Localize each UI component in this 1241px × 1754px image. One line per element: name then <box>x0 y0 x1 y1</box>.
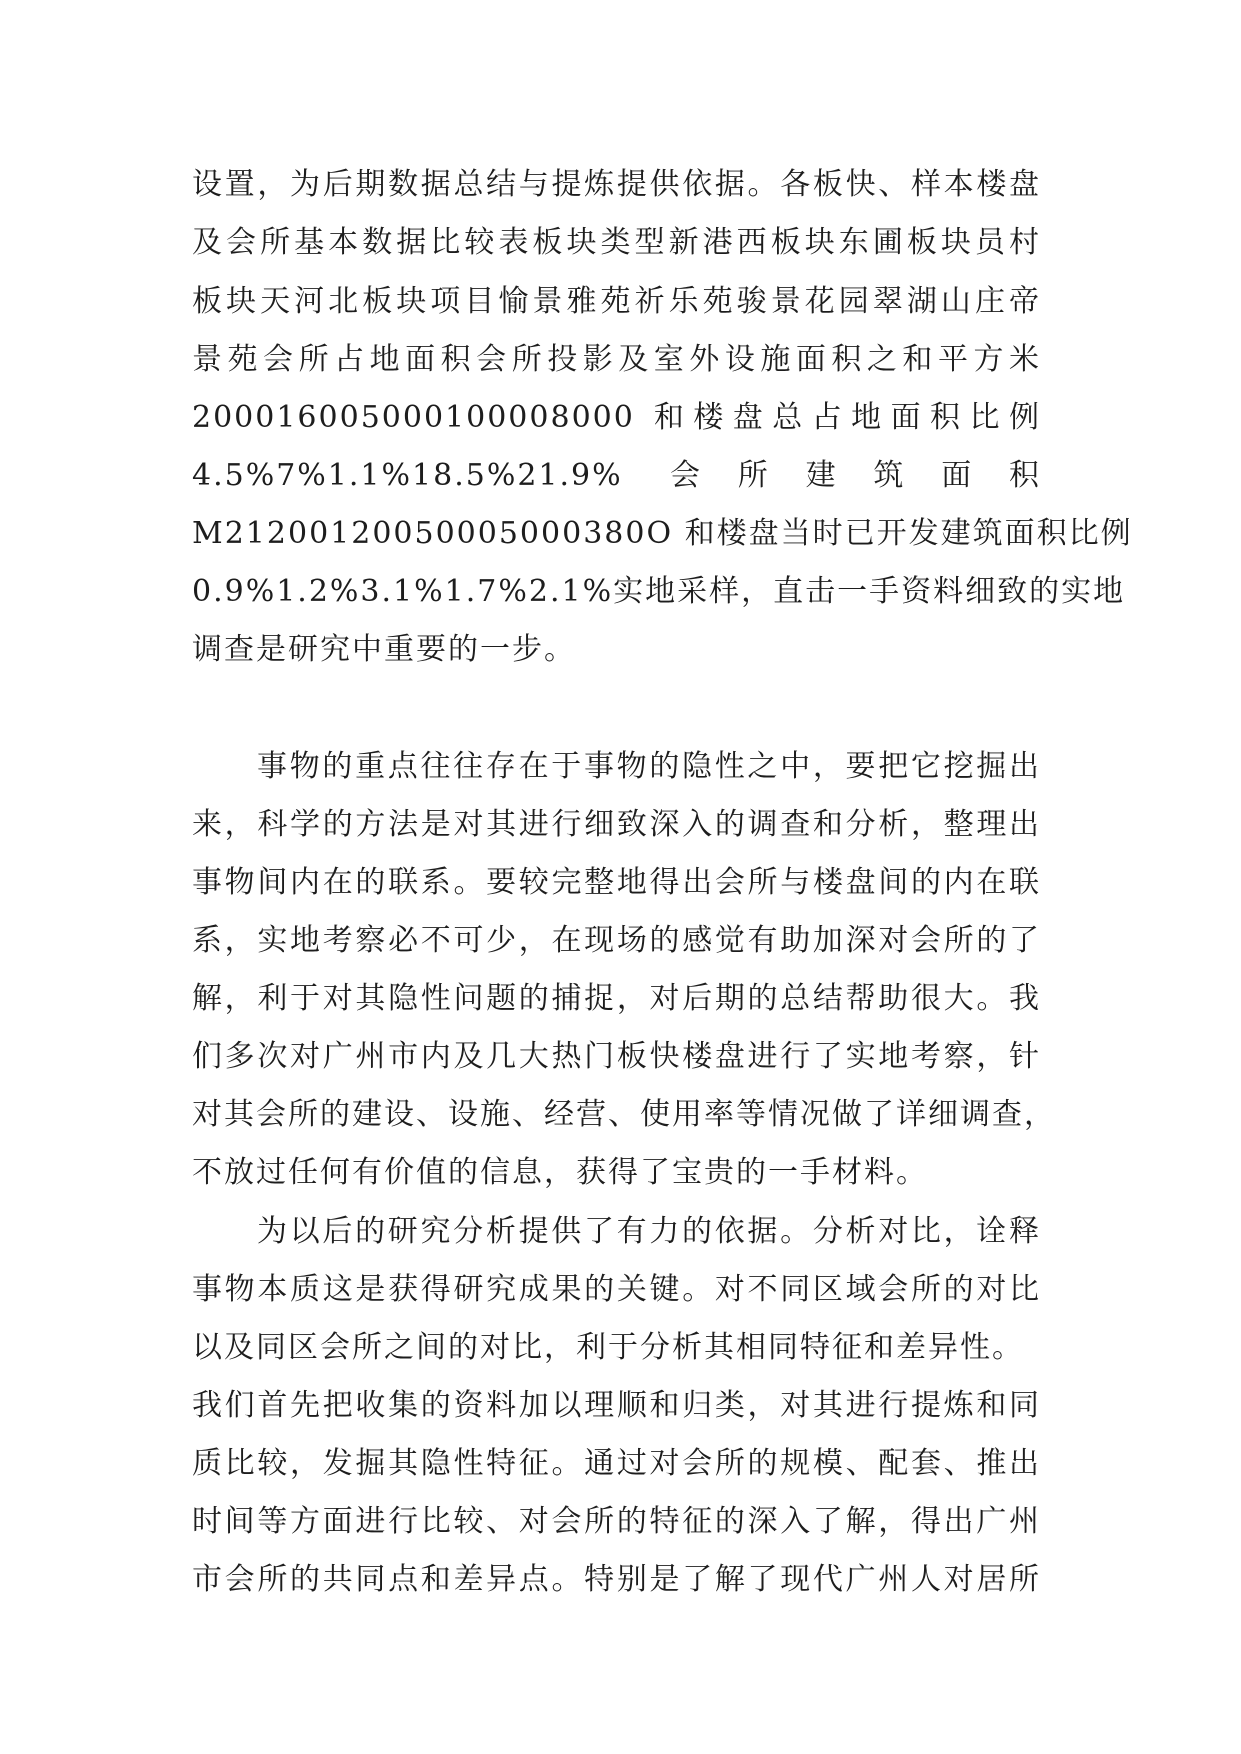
text-line: 事物本质这是获得研究成果的关键。对不同区域会所的对比 <box>192 1272 1041 1307</box>
text-line: 200016005000100008000 和楼盘总占地面积比例 <box>192 400 1041 435</box>
text-line: M21200120050005000380O 和楼盘当时已开发建筑面积比例 <box>192 516 1133 551</box>
text-line: 设置，为后期数据总结与提炼提供依据。各板快、样本楼盘 <box>192 167 1041 202</box>
text-line: 景苑会所占地面积会所投影及室外设施面积之和平方米 <box>192 342 1041 377</box>
text-line: 调查是研究中重要的一步。 <box>192 632 576 667</box>
text-line: 系，实地考察必不可少，在现场的感觉有助加深对会所的了 <box>192 923 1041 958</box>
text-line: 来，科学的方法是对其进行细致深入的调查和分析，整理出 <box>192 807 1041 842</box>
text-line: 市会所的共同点和差异点。特别是了解了现代广州人对居所 <box>192 1562 1041 1597</box>
text-line: 及会所基本数据比较表板块类型新港西板块东圃板块员村 <box>192 225 1041 260</box>
text-line: 们多次对广州市内及几大热门板快楼盘进行了实地考察，针 <box>192 1039 1041 1074</box>
text-line: 时间等方面进行比较、对会所的特征的深入了解，得出广州 <box>192 1504 1041 1539</box>
text-line: 0.9%1.2%3.1%1.7%2.1%实地采样，直击一手资料细致的实地 <box>192 574 1126 609</box>
text-line: 解，利于对其隐性问题的捕捉，对后期的总结帮助很大。我 <box>192 981 1041 1016</box>
paragraph-first-line: 事物的重点往往存在于事物的隐性之中，要把它挖掘出 <box>257 749 1041 784</box>
text-line: 事物间内在的联系。要较完整地得出会所与楼盘间的内在联 <box>192 865 1041 900</box>
paragraph-first-line: 为以后的研究分析提供了有力的依据。分析对比，诠释 <box>257 1214 1041 1249</box>
text-line: 质比较，发掘其隐性特征。通过对会所的规模、配套、推出 <box>192 1446 1041 1481</box>
text-line: 不放过任何有价值的信息，获得了宝贵的一手材料。 <box>192 1155 928 1190</box>
text-line: 板块天河北板块项目愉景雅苑祈乐苑骏景花园翠湖山庄帝 <box>192 284 1041 319</box>
text-line: 对其会所的建设、设施、经营、使用率等情况做了详细调查， <box>192 1097 1056 1132</box>
text-line: 以及同区会所之间的对比，利于分析其相同特征和差异性。 <box>192 1330 1024 1365</box>
text-line: 我们首先把收集的资料加以理顺和归类，对其进行提炼和同 <box>192 1388 1041 1423</box>
text-line: 4.5%7%1.1%18.5%21.9% 会所建筑面积 <box>192 458 1041 493</box>
